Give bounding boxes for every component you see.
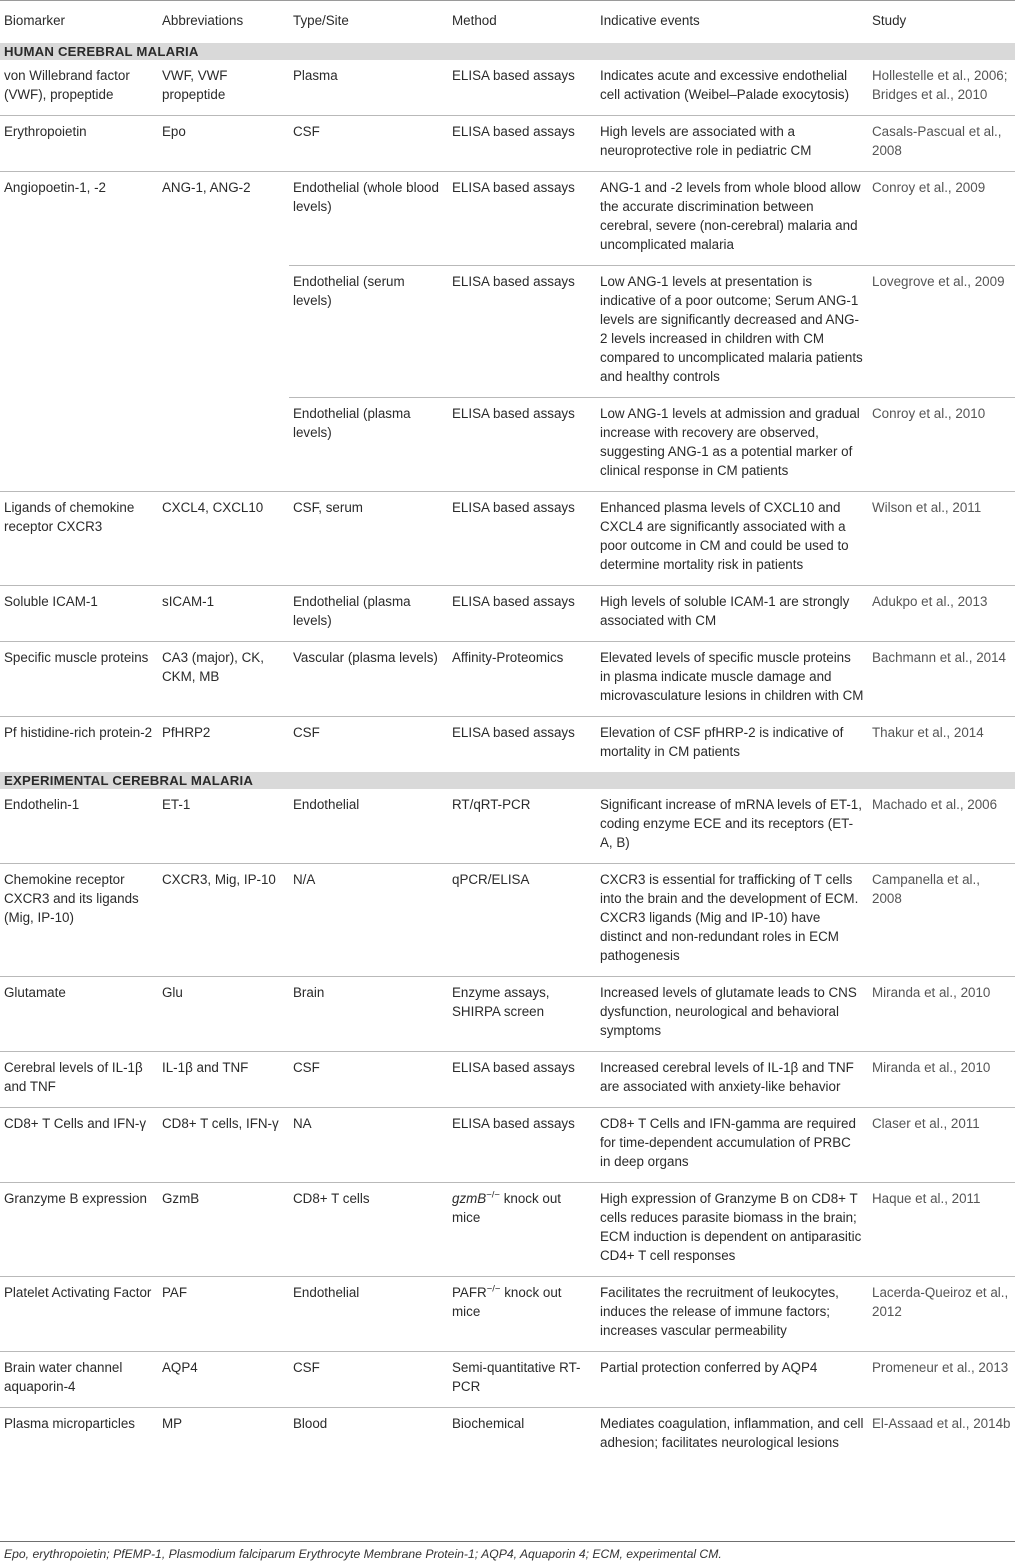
knockout-superscript: −/− — [486, 1189, 500, 1201]
header-biomarker: Biomarker — [0, 1, 158, 37]
cell-abbr: GzmB — [158, 1183, 289, 1277]
table-row — [0, 492, 1015, 586]
cell-study: Thakur et al., 2014 — [872, 725, 984, 740]
cell-site: Plasma — [289, 60, 448, 116]
header-study: Study — [868, 1, 1015, 37]
cell-method: ELISA based assays — [448, 586, 596, 642]
cell-site: CSF — [289, 1052, 448, 1108]
table-row — [0, 1352, 1015, 1408]
cell-method: Semi-quantitative RT-PCR — [448, 1352, 596, 1408]
cell-method: ELISA based assays — [448, 266, 596, 398]
cell-method: ELISA based assays — [448, 1108, 596, 1183]
section-human — [0, 37, 1015, 61]
cell-biomarker: Brain water channel aquaporin-4 — [0, 1352, 158, 1408]
cell-events: Increased levels of glutamate leads to CNS dysfunction, neurological and behavioral symptoms — [596, 977, 868, 1052]
cell-events: Low ANG-1 levels at admission and gradual increase with recovery are observed, suggesting ANG-1 as a potential marker of clinical response in CM patients — [596, 398, 868, 492]
cell-biomarker: Chemokine receptor CXCR3 and its ligands (Mig, IP-10) — [0, 864, 158, 977]
table-row — [0, 1277, 1015, 1352]
cell-biomarker: CD8+ T Cells and IFN-γ — [0, 1108, 158, 1183]
cell-events: Enhanced plasma levels of CXCL10 and CXCL4 are significantly associated with a poor outcome in CM and could be used to determine mortality risk in patients — [596, 492, 868, 586]
table-row — [0, 642, 1015, 717]
cell-biomarker: Cerebral levels of IL-1β and TNF — [0, 1052, 158, 1108]
cell-study: Haque et al., 2011 — [868, 1183, 1015, 1277]
table-row — [0, 172, 1015, 266]
cell-site: CD8+ T cells — [289, 1183, 448, 1277]
cell-events: ANG-1 and -2 levels from whole blood allow the accurate discrimination between cerebral, severe (non-cerebral) malaria and uncomplicated malaria — [596, 172, 868, 266]
header-row — [0, 1, 1015, 37]
table-row — [0, 1183, 1015, 1277]
cell-study: Lovegrove et al., 2009 — [868, 266, 1015, 398]
method-text: knock out mice — [452, 1285, 562, 1319]
cell-abbr: CXCL4, CXCL10 — [158, 492, 289, 586]
cell-study: Miranda et al., 2010 — [868, 1052, 1015, 1108]
cell-biomarker: Erythropoietin — [0, 116, 158, 172]
header-type-site: Type/Site — [289, 1, 448, 37]
cell-events: High levels are associated with a neuroprotective role in pediatric CM — [596, 116, 868, 172]
cell-study: Machado et al., 2006 — [868, 789, 1015, 864]
cell-events: High levels of soluble ICAM-1 are strongly associated with CM — [596, 586, 868, 642]
cell-site: CSF — [293, 725, 320, 740]
cell-abbr: PfHRP2 — [162, 725, 211, 740]
table-row — [0, 717, 1015, 773]
cell-events: Low ANG-1 levels at presentation is indicative of a poor outcome; Serum ANG-1 levels are significantly decreased and ANG-2 levels increased in children with CM compared to uncomplicated malaria patients and healthy controls — [596, 266, 868, 398]
cell-events: Partial protection conferred by AQP4 — [596, 1352, 868, 1408]
cell-method: qPCR/ELISA — [448, 864, 596, 977]
cell-biomarker: Platelet Activating Factor — [0, 1277, 158, 1352]
cell-site: Vascular (plasma levels) — [289, 642, 448, 717]
cell-method: ELISA based assays — [448, 492, 596, 586]
cell-abbr: Glu — [158, 977, 289, 1052]
cell-site: Endothelial (plasma levels) — [289, 398, 448, 492]
cell-biomarker: Pf histidine-rich protein-2 — [4, 725, 153, 740]
cell-biomarker: von Willebrand factor (VWF), propeptide — [0, 60, 158, 116]
table-row — [0, 977, 1015, 1052]
cell-site: Endothelial (serum levels) — [289, 266, 448, 398]
table-row — [0, 60, 1015, 116]
cell-abbr: MP — [162, 1416, 183, 1431]
cell-site: CSF — [289, 1352, 448, 1408]
cell-method: ELISA based assays — [448, 60, 596, 116]
cell-method: ELISA based assays — [448, 1052, 596, 1108]
cell-site: CSF — [289, 116, 448, 172]
cell-abbr: IL-1β and TNF — [158, 1052, 289, 1108]
cell-abbr: ANG-1, ANG-2 — [158, 172, 289, 492]
cell-method: ELISA based assays — [448, 172, 596, 266]
cell-study: Lacerda-Queiroz et al., 2012 — [868, 1277, 1015, 1352]
cell-method — [448, 1183, 596, 1277]
cell-events: Elevated levels of specific muscle proteins in plasma indicate muscle damage and microvasculature lesions in children with CM — [596, 642, 868, 717]
gene-name: gzmB — [452, 1191, 487, 1206]
table-row — [0, 586, 1015, 642]
cell-abbr: AQP4 — [158, 1352, 289, 1408]
cell-method: Enzyme assays, SHIRPA screen — [448, 977, 596, 1052]
table-bottom-rule — [0, 1541, 1015, 1542]
cell-abbr: VWF, VWF propeptide — [158, 60, 289, 116]
cell-site: Blood — [293, 1416, 328, 1431]
header-abbreviations: Abbreviations — [158, 1, 289, 37]
cell-abbr: CA3 (major), CK, CKM, MB — [158, 642, 289, 717]
cell-events: Elevation of CSF pfHRP-2 is indicative of mortality in CM patients — [600, 725, 844, 759]
cell-biomarker: Granzyme B expression — [0, 1183, 158, 1277]
header-events: Indicative events — [596, 1, 868, 37]
section-human-label: HUMAN CEREBRAL MALARIA — [0, 37, 1015, 61]
cell-abbr: Epo — [158, 116, 289, 172]
cell-events: CD8+ T Cells and IFN-gamma are required for time-dependent accumulation of PRBC in deep organs — [596, 1108, 868, 1183]
cell-events: Increased cerebral levels of IL-1β and TNF are associated with anxiety-like behavior — [596, 1052, 868, 1108]
cell-events: CXCR3 is essential for trafficking of T cells into the brain and the development of ECM. CXCR3 ligands (Mig and IP-10) have distinct and non-redundant roles in ECM pathogenesis — [596, 864, 868, 977]
cell-events: High expression of Granzyme B on CD8+ T cells reduces parasite biomass in the brain; ECM induction is dependent on antiparasitic CD4+ T cell responses — [596, 1183, 868, 1277]
cell-method — [448, 1277, 596, 1352]
cell-site: Endothelial — [289, 1277, 448, 1352]
cell-site: NA — [289, 1108, 448, 1183]
cell-site: N/A — [289, 864, 448, 977]
cell-abbr: ET-1 — [158, 789, 289, 864]
cell-events: Indicates acute and excessive endothelial cell activation (Weibel–Palade exocytosis) — [596, 60, 868, 116]
table-row — [0, 1408, 1015, 1464]
gene-name: PAFR — [452, 1285, 487, 1300]
cell-events: Significant increase of mRNA levels of ET-1, coding enzyme ECE and its receptors (ET-A, B) — [596, 789, 868, 864]
cell-site: Brain — [289, 977, 448, 1052]
cell-study: Hollestelle et al., 2006; Bridges et al., 2010 — [868, 60, 1015, 116]
cell-method: ELISA based assays — [448, 116, 596, 172]
cell-site: Endothelial (whole blood levels) — [289, 172, 448, 266]
knockout-superscript: −/− — [486, 1283, 501, 1295]
cell-abbr: CD8+ T cells, IFN-γ — [158, 1108, 289, 1183]
cell-study: Claser et al., 2011 — [868, 1108, 1015, 1183]
cell-events: Mediates coagulation, inflammation, and cell adhesion; facilitates neurological lesions — [600, 1416, 864, 1450]
table-row — [0, 864, 1015, 977]
cell-site: Endothelial (plasma levels) — [289, 586, 448, 642]
cell-events: Facilitates the recruitment of leukocytes, induces the release of immune factors; increases vascular permeability — [596, 1277, 868, 1352]
table-footnote: Epo, erythropoietin; PfEMP-1, Plasmodium falciparum Erythrocyte Membrane Protein-1; AQP4, Aquaporin 4; ECM, experimental CM. — [4, 1547, 722, 1561]
cell-method: Biochemical — [452, 1416, 525, 1431]
section-experimental — [0, 772, 1015, 789]
cell-study: Miranda et al., 2010 — [868, 977, 1015, 1052]
table-row — [0, 116, 1015, 172]
table-row — [0, 789, 1015, 864]
method-text: knock out mice — [452, 1191, 562, 1225]
cell-method: RT/qRT-PCR — [448, 789, 596, 864]
section-experimental-label: EXPERIMENTAL CEREBRAL MALARIA — [0, 772, 1015, 789]
cell-study: El-Assaad et al., 2014b — [872, 1416, 1011, 1431]
cell-study: Wilson et al., 2011 — [868, 492, 1015, 586]
cell-abbr: sICAM-1 — [158, 586, 289, 642]
cell-method: Affinity-Proteomics — [448, 642, 596, 717]
header-method: Method — [448, 1, 596, 37]
cell-biomarker: Angiopoetin-1, -2 — [0, 172, 158, 492]
cell-study: Promeneur et al., 2013 — [868, 1352, 1015, 1408]
table-row — [0, 1108, 1015, 1183]
cell-biomarker: Endothelin-1 — [0, 789, 158, 864]
table-row — [0, 1052, 1015, 1108]
cell-abbr: PAF — [158, 1277, 289, 1352]
cell-site: CSF, serum — [289, 492, 448, 586]
cell-biomarker: Plasma microparticles — [4, 1416, 135, 1431]
cell-method: ELISA based assays — [452, 725, 575, 740]
cell-biomarker: Soluble ICAM-1 — [0, 586, 158, 642]
cell-abbr: CXCR3, Mig, IP-10 — [158, 864, 289, 977]
cell-study: Adukpo et al., 2013 — [868, 586, 1015, 642]
cell-study: Conroy et al., 2010 — [868, 398, 1015, 492]
cell-biomarker: Specific muscle proteins — [0, 642, 158, 717]
cell-study: Casals-Pascual et al., 2008 — [868, 116, 1015, 172]
cell-biomarker: Ligands of chemokine receptor CXCR3 — [0, 492, 158, 586]
cell-method: ELISA based assays — [448, 398, 596, 492]
cell-biomarker: Glutamate — [0, 977, 158, 1052]
cell-study: Campanella et al., 2008 — [868, 864, 1015, 977]
cell-study: Conroy et al., 2009 — [868, 172, 1015, 266]
cell-site: Endothelial — [289, 789, 448, 864]
cell-study: Bachmann et al., 2014 — [868, 642, 1015, 717]
